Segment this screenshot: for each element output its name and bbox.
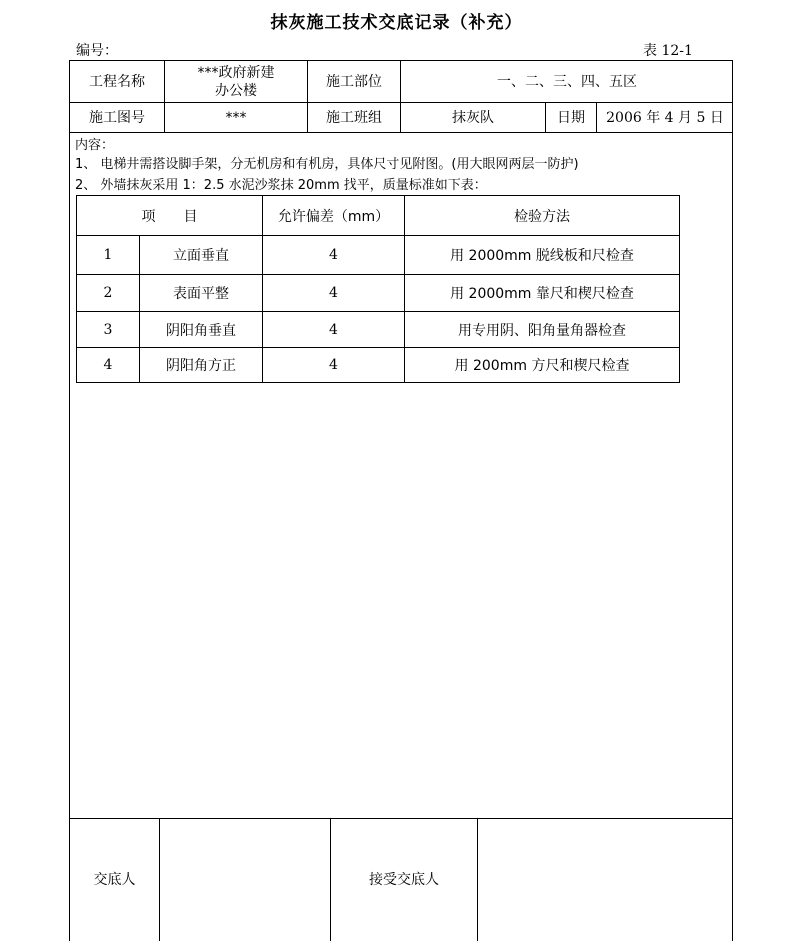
date-label: 日期: [557, 109, 585, 126]
project-name-line1: ***政府新建: [197, 64, 275, 81]
project-name-line2: 办公楼: [215, 82, 257, 99]
table-cell-tolerance: 4: [329, 357, 338, 373]
team-value: 抹灰队: [452, 109, 494, 126]
table-cell-method: 用 2000mm 靠尺和楔尺检查: [450, 286, 634, 302]
drawing-number-value: ***: [225, 109, 247, 126]
project-name-value: [165, 61, 307, 102]
table-header-method: 检验方法: [514, 208, 570, 225]
header-bottom-divider: [69, 132, 733, 133]
table-cell-method: 用 200mm 方尺和楔尺检查: [454, 358, 630, 374]
table-cell-no: 3: [103, 321, 113, 338]
form-number: 表 12-1: [643, 43, 693, 59]
table-cell-method: 用 2000mm 脱线板和尺检查: [450, 248, 634, 264]
receiver-person-field[interactable]: [478, 819, 733, 941]
table-cell-item: 阴阳角方正: [166, 358, 236, 374]
table-cell-no: 2: [103, 285, 113, 301]
table-cell-item: 阴阳角垂直: [166, 322, 236, 339]
table-cell-item: 立面垂直: [173, 248, 229, 264]
serial-number-label: 编号：: [76, 43, 118, 59]
table-cell-no: 4: [103, 357, 113, 373]
table-cell-method: 用专用阴、阳角量角器检查: [458, 322, 626, 339]
drawing-number-label: 施工图号: [89, 109, 145, 126]
table-cell-tolerance: 4: [329, 321, 338, 338]
location-label: 施工部位: [326, 73, 382, 90]
handover-person-field[interactable]: [160, 819, 330, 941]
content-line-1: 1、 电梯井需搭设脚手架，分无机房和有机房，具体尺寸见附图。(用大眼网两层一防护): [75, 157, 579, 172]
document-title: 抹灰施工技术交底记录（补充）: [270, 13, 523, 33]
table-header-item: 项 目: [141, 208, 198, 225]
project-name-label: 工程名称: [89, 73, 145, 90]
table-cell-no: 1: [103, 247, 113, 263]
handover-person-label: 交底人: [93, 872, 136, 888]
table-cell-tolerance: 4: [329, 247, 338, 263]
content-label: 内容：: [75, 138, 115, 153]
date-value: 2006 年 4 月 5 日: [606, 109, 724, 126]
table-header-tolerance: 允许偏差（mm）: [277, 208, 390, 225]
receiver-person-label: 接受交底人: [369, 872, 439, 888]
location-value: 一、二、三、四、五区: [497, 73, 637, 90]
table-cell-item: 表面平整: [173, 286, 229, 302]
team-label: 施工班组: [326, 109, 382, 126]
content-line-2: 2、 外墙抹灰采用 1：2.5 水泥沙浆抹 20mm 找平，质量标准如下表：: [75, 178, 487, 193]
table-cell-tolerance: 4: [329, 285, 338, 301]
